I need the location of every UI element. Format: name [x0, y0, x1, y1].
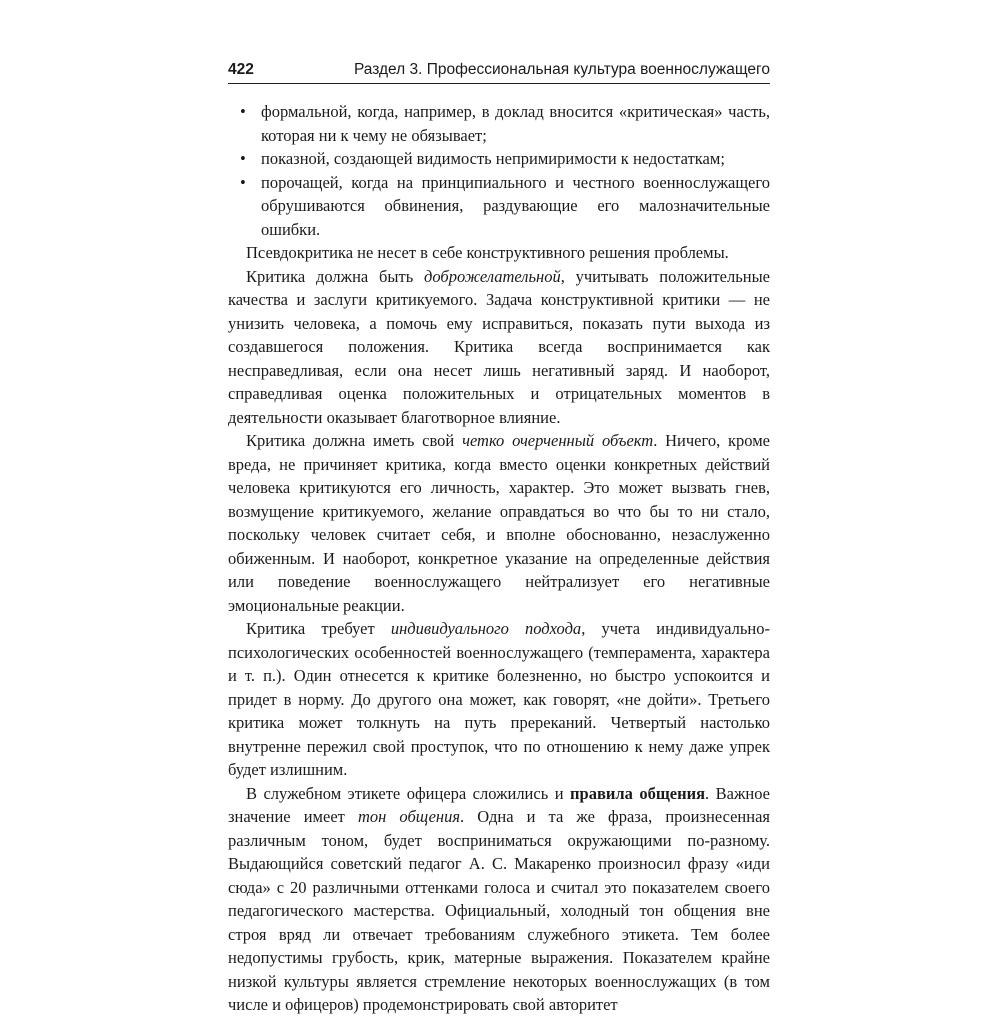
book-page — [228, 60, 770, 1017]
list-item-text: порочащей, когда на принципиального и честного военнослужащего обрушиваются обвинения, раздувающие его малозначительные ошибки. — [261, 172, 770, 239]
emphasis-term: индивидуального подхода — [390, 619, 582, 638]
paragraph-clear-object — [228, 429, 770, 617]
list-item — [228, 100, 770, 147]
paragraph-text: , учета индивидуально-психологических особенностей военнослужащего (темперамента, характера и т. п.). Один отнесется к критике болезненно, но быстро успокоится и придет в норму. До другого она может, как говорят, «не дойти». Третьего критика может толкнуть на путь пререканий. Четвертый настолько внутренне пережил свой проступок, что по отношению к нему даже упрек будет излишним. — [228, 619, 770, 779]
paragraph-individual-approach — [228, 617, 770, 782]
paragraph-text: Критика должна иметь свой — [246, 431, 463, 450]
list-item-text: формальной, когда, например, в доклад вносится «критическая» часть, которая ни к чему не обязывает; — [261, 102, 770, 145]
paragraph-text: , учитывать положительные качества и заслуги критикуемого. Задача конструктивной критики — не унизить человека, а помочь ему исправиться, показать пути выхода из создавшегося положения. Критика всегда воспринимается как несправедливая, если она несет лишь негативный заряд. И наоборот, справедливая оценка положительных и отрицательных моментов в деятельности оказывает благотворное влияние. — [228, 266, 770, 427]
emphasis-term: тон общения — [357, 807, 461, 826]
bullet-icon: • — [240, 102, 246, 121]
paragraph-benevolent-criticism — [228, 265, 770, 430]
list-item — [228, 147, 770, 171]
paragraph-text: . Ничего, кроме вреда, не причиняет критика, когда вместо оценки конкретных действий человека критикуются его личность, характер. Это может вызвать гнев, возмущение критикуемого, желание оправдаться во что бы то ни стало, поскольку человек считает себя, и вполне обоснованно, незаслуженно обиженным. И наоборот, конкретное указание на определенные действия или поведение военнослужащего нейтрализует его негативные эмоциональные реакции. — [228, 431, 771, 615]
paragraph-text: В служебном этикете офицера сложились и — [246, 783, 571, 803]
paragraph-pseudocriticism — [228, 241, 770, 265]
paragraph-text: Псевдокритика не несет в себе конструктивного решения проблемы. — [246, 243, 729, 262]
list-item-text: показной, создающей видимость непримиримости к недостаткам; — [261, 149, 725, 168]
bold-term: правила общения — [570, 783, 706, 803]
paragraph-communication-rules — [228, 782, 770, 1017]
running-header — [228, 60, 770, 84]
list-item — [228, 171, 770, 242]
body-text — [228, 100, 770, 1017]
paragraph-text: Критика должна быть — [246, 266, 425, 286]
bullet-icon: • — [240, 172, 246, 192]
page-number: 422 — [228, 61, 254, 78]
emphasis-term: доброжелательной — [424, 266, 561, 286]
paragraph-text: . Важное значение имеет — [228, 783, 770, 826]
emphasis-term: четко очерченный объект — [462, 431, 654, 450]
paragraph-text: Критика требует — [246, 619, 391, 638]
section-title: Раздел 3. Профессиональная культура военнослужащего — [353, 61, 770, 78]
paragraph-text: . Одна и та же фраза, произнесенная различным тоном, будет восприниматься окружающими по-разному. Выдающийся советский педагог А. С. Макаренко произносил фразу «иди сюда» с 20 различными оттенками голоса и считал это показателем своего педагогического мастерства. Официальный, холодный тон общения вне строя вряд ли отвечает требованиям служебного этикета. Тем более недопустимы грубость, крик, матерные выражения. Показателем крайне низкой культуры является стремление некоторых военнослужащих (в том числе и офицеров) продемонстрировать свой авторитет — [228, 807, 770, 1014]
bullet-icon: • — [240, 149, 246, 168]
bullet-list — [228, 100, 770, 241]
